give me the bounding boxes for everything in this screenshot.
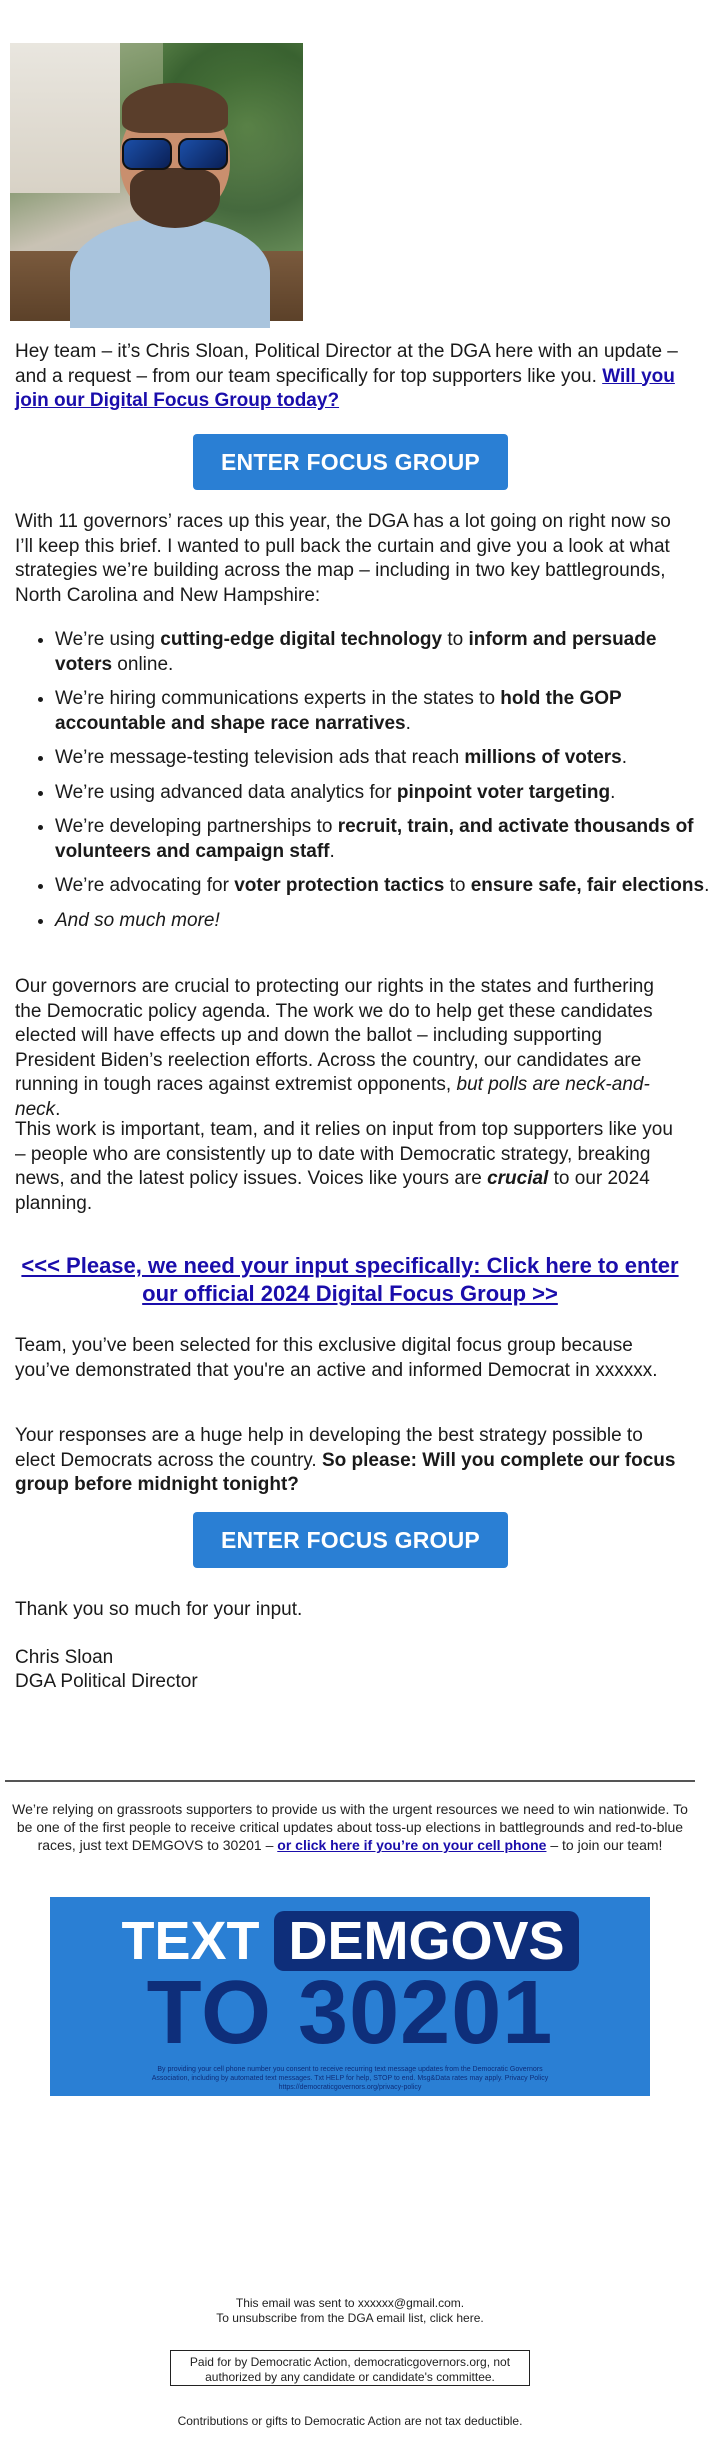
banner-keyword: DEMGOVS [274,1911,578,1971]
focus-group-text-link-wrapper [15,1252,685,1308]
thanks-text: Thank you so much for your input. [15,1599,303,1620]
enter-focus-group-button[interactable]: ENTER FOCUS GROUP [193,434,508,490]
cell-phone-signup-link[interactable]: or click here if you’re on your cell phone [277,1837,547,1853]
enter-focus-group-button-2[interactable]: ENTER FOCUS GROUP [193,1512,508,1568]
banner-fine-print: By providing your cell phone number you consent to receive recurring text message updates from the Democratic Governors Association, including by automated text messages. Txt HELP for help, STOP to end. Msg&Data rates may apply. Privacy Policy https://democraticgovernors.org/privacy-policy [151,2066,549,2091]
paid-for-disclaimer: Paid for by Democratic Action, democraticgovernors.org, not authorized by any candidate or candidate's committee. [170,2350,530,2386]
list-item: • We’re hiring communications experts in the states to hold the GOP accountable and shape race narratives. [55,687,715,736]
focus-group-text-link[interactable]: <<< Please, we need your input specifically: Click here to enter our official 2024 Digital Focus Group >> [21,1253,679,1306]
governors-paragraph: Our governors are crucial to protecting our rights in the states and furthering the Democratic policy agenda. The work we do to help get these candidates elected will have effects up and down the ballot – including supporting President Biden’s reelection efforts. Across the country, our candidates are running in tough races against extremist opponents, but polls are neck-and-neck. [15,976,654,1120]
list-item: • We’re using cutting-edge digital technology to inform and persuade voters online. [55,628,715,677]
intro-paragraph: With 11 governors’ races up this year, the DGA has a lot going on right now so I’ll keep this brief. I wanted to pull back the curtain and give you a look at what strategies we’re building across the map – including in two key battlegrounds, North Carolina and New Hampshire: [15,511,671,606]
selected-paragraph: Team, you’ve been selected for this exclusive digital focus group because you’ve demonstrated that you're an active and informed Democrat in xxxxxx. [15,1335,658,1381]
signature-name: Chris Sloan [15,1647,114,1668]
tax-disclaimer: Contributions or gifts to Democratic Action are not tax deductible. [177,2414,523,2428]
responses-paragraph: Your responses are a huge help in developing the best strategy possible to elect Democrats across the country. So please: Will you complete our focus group before midnight tonight? [15,1425,676,1495]
banner-headline: TEXT DEMGOVS [50,1911,650,1971]
list-item: • We’re advocating for voter protection tactics to ensure safe, fair elections. [55,874,715,899]
input-paragraph: This work is important, team, and it relies on input from top supporters like you – people who are consistently up to date with Democratic strategy, breaking news, and the latest policy issues. Voices like yours are crucial to our 2024 planning. [15,1119,673,1214]
footer-divider [5,1780,695,1782]
header-photo [10,43,303,321]
strategy-list [15,628,715,943]
greeting-text: Hey team – it’s Chris Sloan, Political Director at the DGA here with an update – and a request – from our team specifically for top supporters like you. [15,341,678,387]
list-item: • We’re message-testing television ads that reach millions of voters. [55,746,715,771]
list-item: • And so much more! [55,909,715,934]
join-focus-group-link[interactable]: Will you join our Digital Focus Group today? [15,365,675,411]
unsubscribe-link[interactable]: To unsubscribe from the DGA email list, click here. [216,2311,484,2325]
signature-title: DGA Political Director [15,1671,198,1692]
grassroots-text: We’re relying on grassroots supporters to provide us with the urgent resources we need to win nationwide. To be one of the first people to receive critical updates about toss-up elections in battlegrounds and red-to-blue races, just text DEMGOVS to 30201 – or click here if you’re on your cell phone – to join our team! [12,1801,688,1853]
sent-to-text: This email was sent to xxxxxx@gmail.com. [235,2296,465,2310]
banner-number: TO 30201 [146,1963,554,2063]
list-item: • We’re developing partnerships to recruit, train, and activate thousands of volunteers and campaign staff. [55,815,715,864]
text-demgovs-banner[interactable] [50,1897,650,2096]
list-item: • We’re using advanced data analytics for pinpoint voter targeting. [55,781,715,806]
greeting-paragraph [15,340,685,414]
